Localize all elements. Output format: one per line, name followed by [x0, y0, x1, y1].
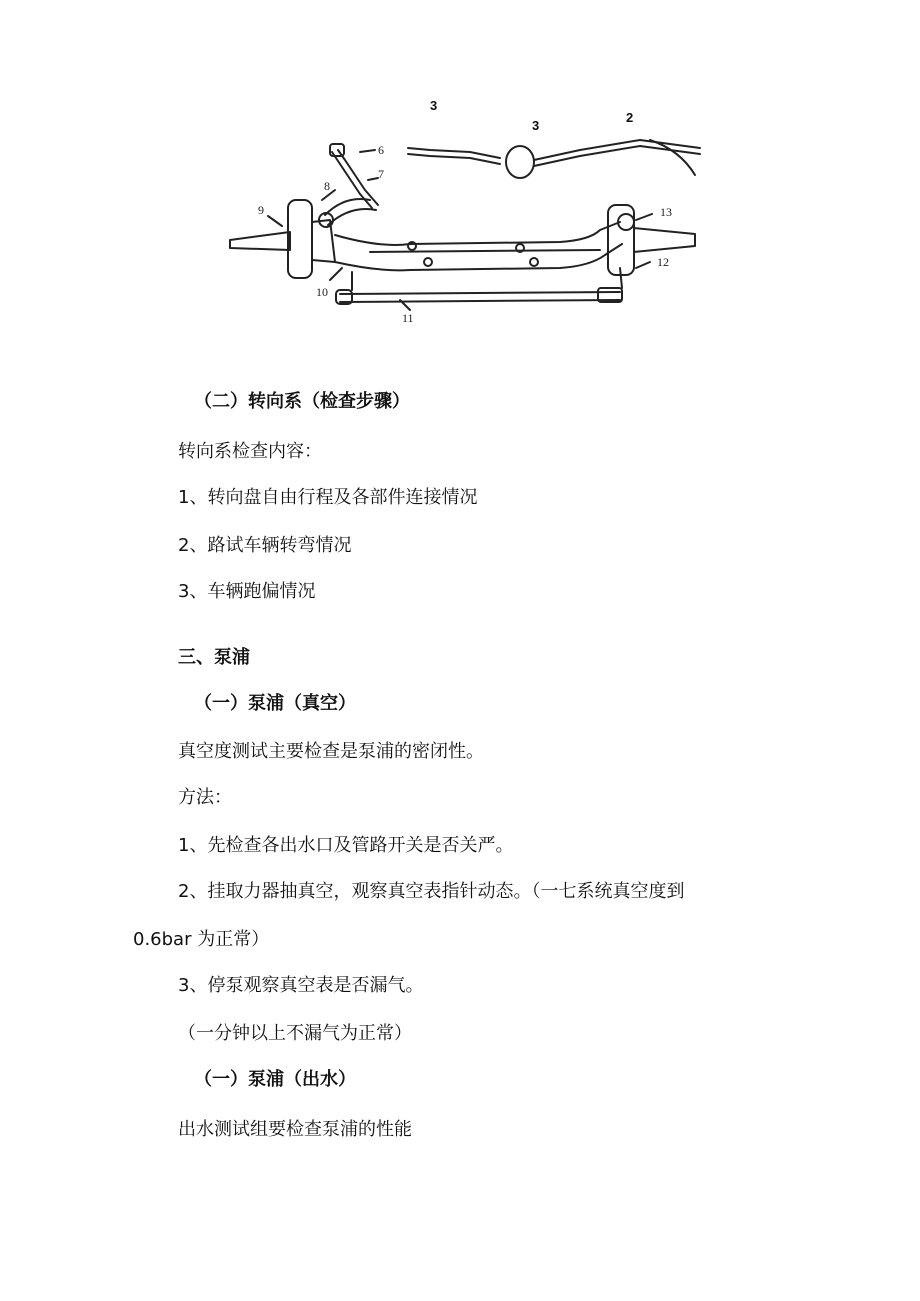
paragraph: 出水测试组要检查泵浦的性能: [178, 1119, 412, 1140]
callout-label: 3: [430, 98, 438, 113]
subsection-heading-output: （一）泵浦（出水）: [194, 1069, 356, 1090]
callout-label: 3: [532, 118, 540, 133]
section-heading-steering: （二）转向系（检查步骤）: [194, 391, 410, 412]
paragraph: 真空度测试主要检查是泵浦的密闭性。: [178, 741, 484, 762]
section-heading-pump: 三、泵浦: [178, 647, 250, 668]
list-item: 1、转向盘自由行程及各部件连接情况: [178, 487, 478, 508]
list-item: 1、先检查各出水口及管路开关是否关严。: [178, 835, 514, 856]
subsection-heading-vacuum: （一）泵浦（真空）: [194, 693, 356, 714]
list-item-continuation: 0.6bar 为正常）: [133, 929, 270, 950]
steering-axle-figure: [0, 0, 920, 340]
callout-label: 2: [626, 110, 634, 125]
paragraph: 方法：: [178, 787, 232, 808]
paragraph: 转向系检查内容：: [178, 441, 322, 462]
part-label-9: 9: [258, 203, 264, 217]
part-label-7: 7: [378, 167, 384, 181]
list-item: 2、路试车辆转弯情况: [178, 535, 352, 556]
list-item: 2、挂取力器抽真空，观察真空表指针动态。（一七系统真空度到: [178, 881, 685, 902]
part-label-13: 13: [660, 205, 672, 219]
part-label-10: 10: [316, 285, 328, 299]
part-label-11: 11: [402, 311, 414, 325]
part-label-12: 12: [657, 255, 669, 269]
part-label-8: 8: [324, 179, 330, 193]
list-item: 3、停泵观察真空表是否漏气。: [178, 975, 424, 996]
steering-axle-drawing: [0, 0, 920, 340]
paragraph: （一分钟以上不漏气为正常）: [178, 1023, 412, 1044]
part-label-6: 6: [378, 143, 384, 157]
list-item: 3、车辆跑偏情况: [178, 581, 316, 602]
